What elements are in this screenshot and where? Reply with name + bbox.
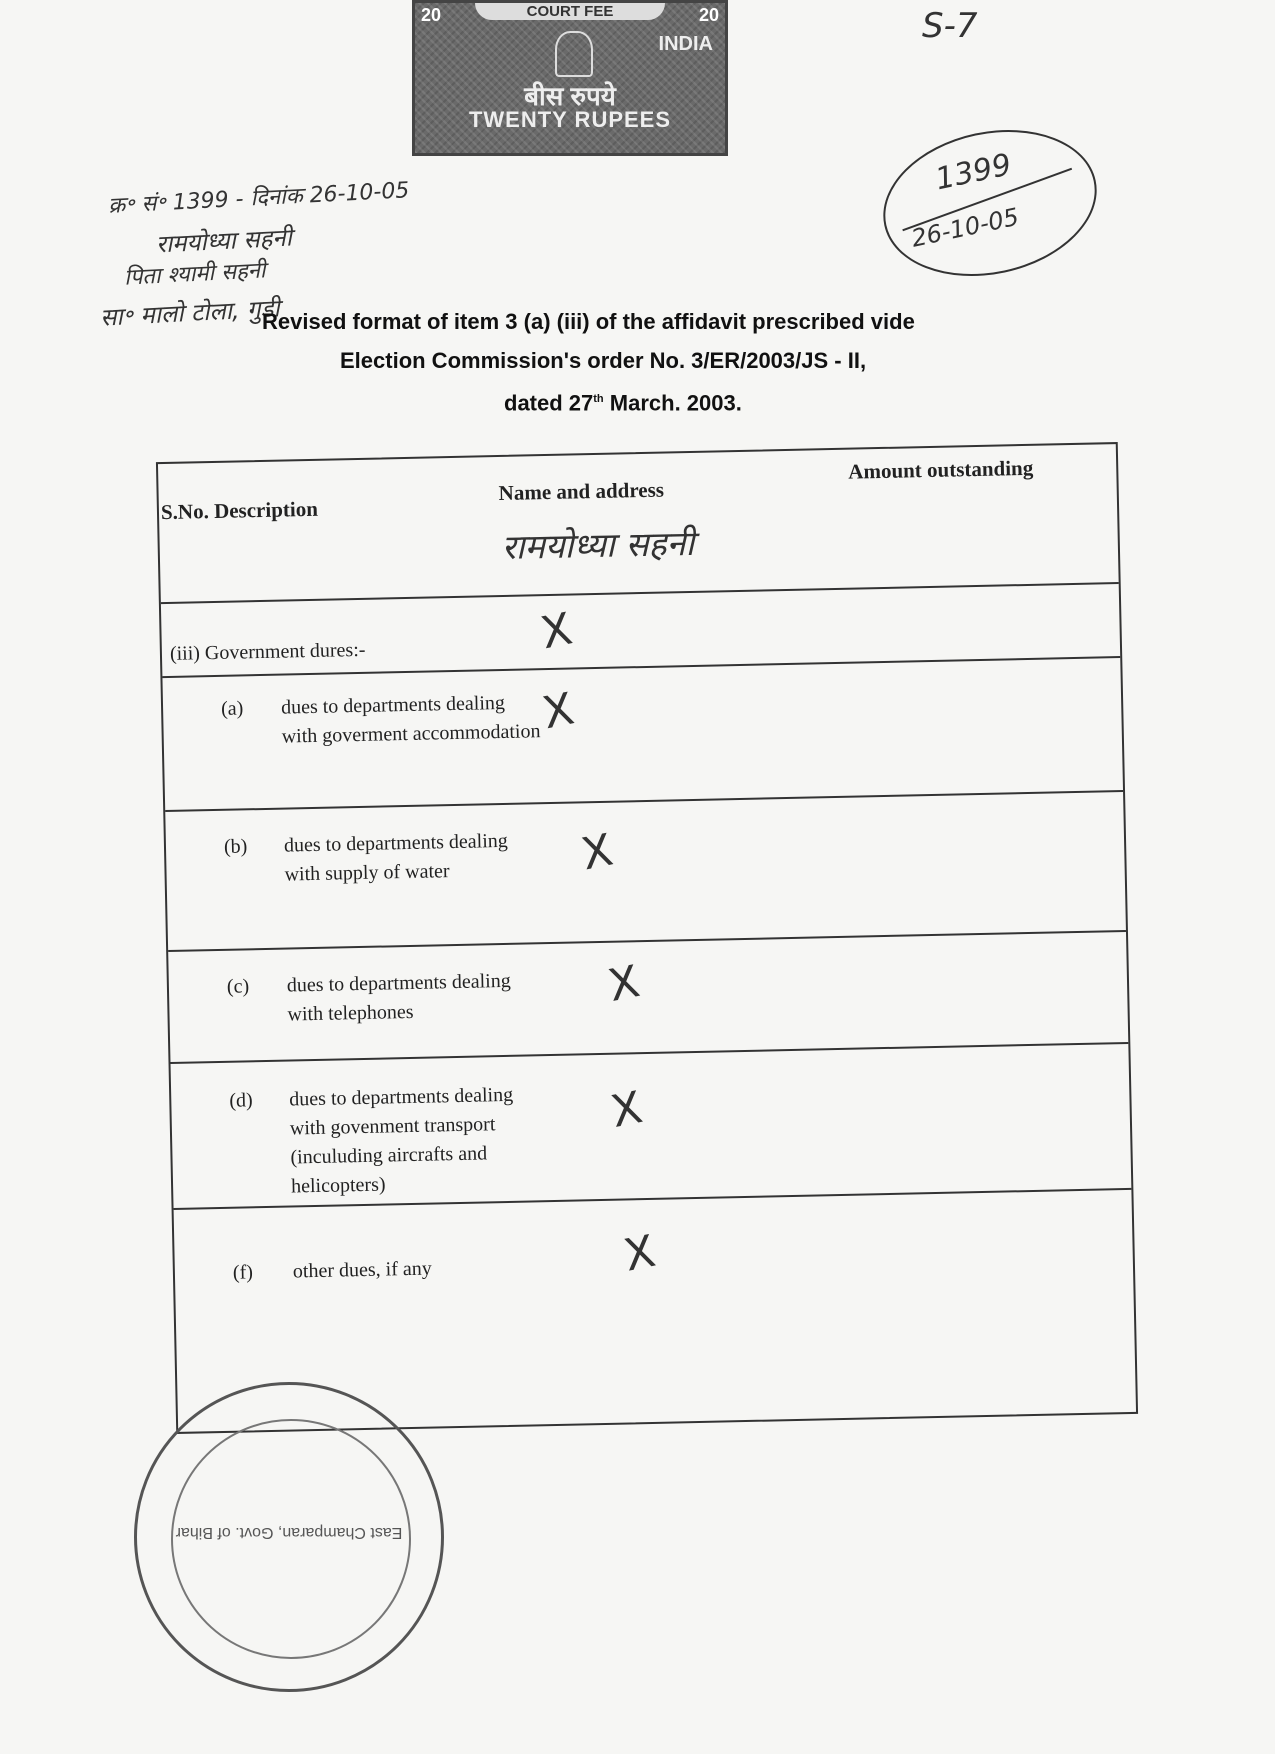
- register-date: 26-10-05: [908, 202, 1022, 253]
- document-heading: [230, 302, 1090, 422]
- register-number: 1399: [932, 147, 1015, 198]
- cross-mark: X: [536, 603, 577, 660]
- seal-text: East Champaran, Govt. of Bihar: [175, 1524, 403, 1541]
- cross-mark: X: [619, 1225, 660, 1282]
- row-divider: [165, 790, 1123, 812]
- handwritten-name-entry: रामयोध्या सहनी: [501, 523, 695, 568]
- cross-mark: X: [577, 824, 618, 881]
- table-row-f: (f) other dues, if any: [232, 1257, 432, 1284]
- handwritten-note-2: रामयोध्या सहनी: [155, 223, 293, 259]
- handwritten-note-1: क्र॰ सं॰ 1399 - दिनांक 26-10-05: [107, 178, 410, 219]
- handwritten-note-4: सा॰ मालो टोला, गुडी: [99, 294, 281, 332]
- header-amount-outstanding: Amount outstanding: [848, 455, 1034, 484]
- cross-mark: X: [606, 1082, 647, 1138]
- emblem-icon: [555, 31, 593, 77]
- table-row-a: (a) dues to departments dealing with goverment accommodation: [220, 691, 541, 748]
- header-sno-description: S.No. Description: [160, 496, 319, 525]
- stamp-value: TWENTY RUPEES: [468, 107, 672, 132]
- row-divider: [168, 930, 1126, 952]
- heading-line-1: Revised format of item 3 (a) (iii) of the affidavit prescribed vide: [262, 309, 915, 334]
- heading-line-2: Election Commission's order No. 3/ER/2003/JS - II,: [340, 348, 867, 373]
- cross-mark: X: [538, 683, 579, 740]
- stamp-denomination-right: 20: [698, 5, 719, 25]
- handwritten-page-mark: S-7: [922, 6, 978, 46]
- table-row-d: (d) dues to departments dealing with govenment transport (inculuding aircrafts and helicopters): [229, 1083, 514, 1198]
- handwritten-note-3: पिता श्यामी सहनी: [123, 258, 267, 291]
- cross-mark: X: [604, 956, 644, 1012]
- register-circle: [870, 111, 1111, 295]
- stamp-country: INDIA: [658, 33, 713, 55]
- official-seal: [134, 1382, 444, 1692]
- table-row-b: (b) dues to departments dealing with supply of water: [223, 829, 508, 886]
- table-row-c: (c) dues to departments dealing with telephones: [226, 969, 511, 1026]
- dues-table: [156, 442, 1138, 1434]
- row-divider: [170, 1042, 1128, 1064]
- row-divider: [161, 582, 1119, 604]
- section-government-dues: (iii) Government dures:-: [169, 638, 366, 665]
- header-name-address: Name and address: [498, 477, 665, 506]
- stamp-top-text: COURT FEE: [475, 3, 665, 20]
- stamp-hindi-value: बीस रुपये: [524, 81, 616, 111]
- stamp-denomination: 20: [421, 5, 442, 25]
- heading-line-3: dated 27th March. 2003.: [504, 390, 742, 416]
- court-fee-stamp: [412, 0, 728, 156]
